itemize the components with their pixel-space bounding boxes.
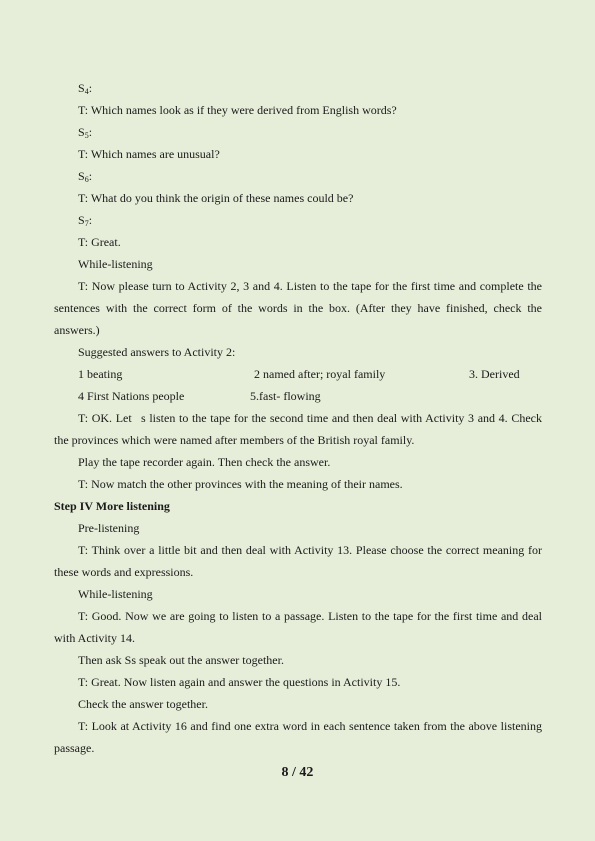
- question-english-names: T: Which names look as if they were derived from English words?: [78, 103, 397, 117]
- answers-row-2: [78, 389, 542, 403]
- paragraph-activity-13-line-2: these words and expressions.: [54, 565, 194, 579]
- speaker-s6: $S_6$:: [78, 169, 93, 184]
- suggested-answers-heading: Suggested answers to Activity 2:: [78, 345, 236, 359]
- answer-1: 1 beating: [78, 367, 123, 381]
- answer-5: 5.fast- flowing: [250, 389, 321, 403]
- speaker-s7: $S_7$:: [78, 213, 93, 228]
- match-provinces-text: T: Now match the other provinces with the meaning of their names.: [78, 477, 403, 491]
- paragraph-second-listening-line-2: the provinces which were named after members of the British royal family.: [54, 433, 415, 447]
- speaker-s4: $S_4$:: [78, 81, 93, 96]
- paragraph-activity-13-line-1: T: Think over a little bit and then deal with Activity 13. Please choose the correct meaning for: [78, 543, 542, 557]
- paragraph-activity-2-3-4-line-3: answers.): [54, 323, 100, 337]
- step-iv-heading: Step IV More listening: [54, 499, 170, 513]
- answer-3: 3. Derived: [469, 367, 520, 381]
- section-while-listening: While-listening: [78, 257, 153, 271]
- answer-4: 4 First Nations people: [78, 389, 185, 403]
- play-again-text: Play the tape recorder again. Then check the answer.: [78, 455, 331, 469]
- speaker-s5: $S_5$:: [78, 125, 93, 140]
- paragraph-activity-16-line-1: T: Look at Activity 16 and find one extra word in each sentence taken from the above listening: [78, 719, 542, 733]
- ask-ss-text: Then ask Ss speak out the answer together.: [78, 653, 284, 667]
- question-origin: T: What do you think the origin of these names could be?: [78, 191, 354, 205]
- teacher-great: T: Great.: [78, 235, 121, 249]
- section-while-listening-2: While-listening: [78, 587, 153, 601]
- paragraph-activity-2-3-4-line-1: T: Now please turn to Activity 2, 3 and 4. Listen to the tape for the first time and complete the: [78, 279, 542, 293]
- page-number: 8 / 42: [281, 765, 314, 780]
- activity-15-text: T: Great. Now listen again and answer the questions in Activity 15.: [78, 675, 401, 689]
- paragraph-second-listening-line-1: T: OK. Let s listen to the tape for the second time and then deal with Activity 3 and 4. Check: [78, 411, 542, 425]
- paragraph-activity-2-3-4-line-2: sentences with the correct form of the words in the box. (After they have finished, check the: [54, 301, 542, 315]
- paragraph-activity-14-line-1: T: Good. Now we are going to listen to a passage. Listen to the tape for the first time and deal: [78, 609, 542, 623]
- answers-row-1: [78, 367, 542, 381]
- paragraph-activity-16-line-2: passage.: [54, 741, 95, 755]
- question-unusual-names: T: Which names are unusual?: [78, 147, 220, 161]
- section-pre-listening: Pre-listening: [78, 521, 140, 535]
- answer-2: 2 named after; royal family: [254, 367, 386, 381]
- check-together-text: Check the answer together.: [78, 697, 208, 711]
- paragraph-activity-14-line-2: with Activity 14.: [54, 631, 135, 645]
